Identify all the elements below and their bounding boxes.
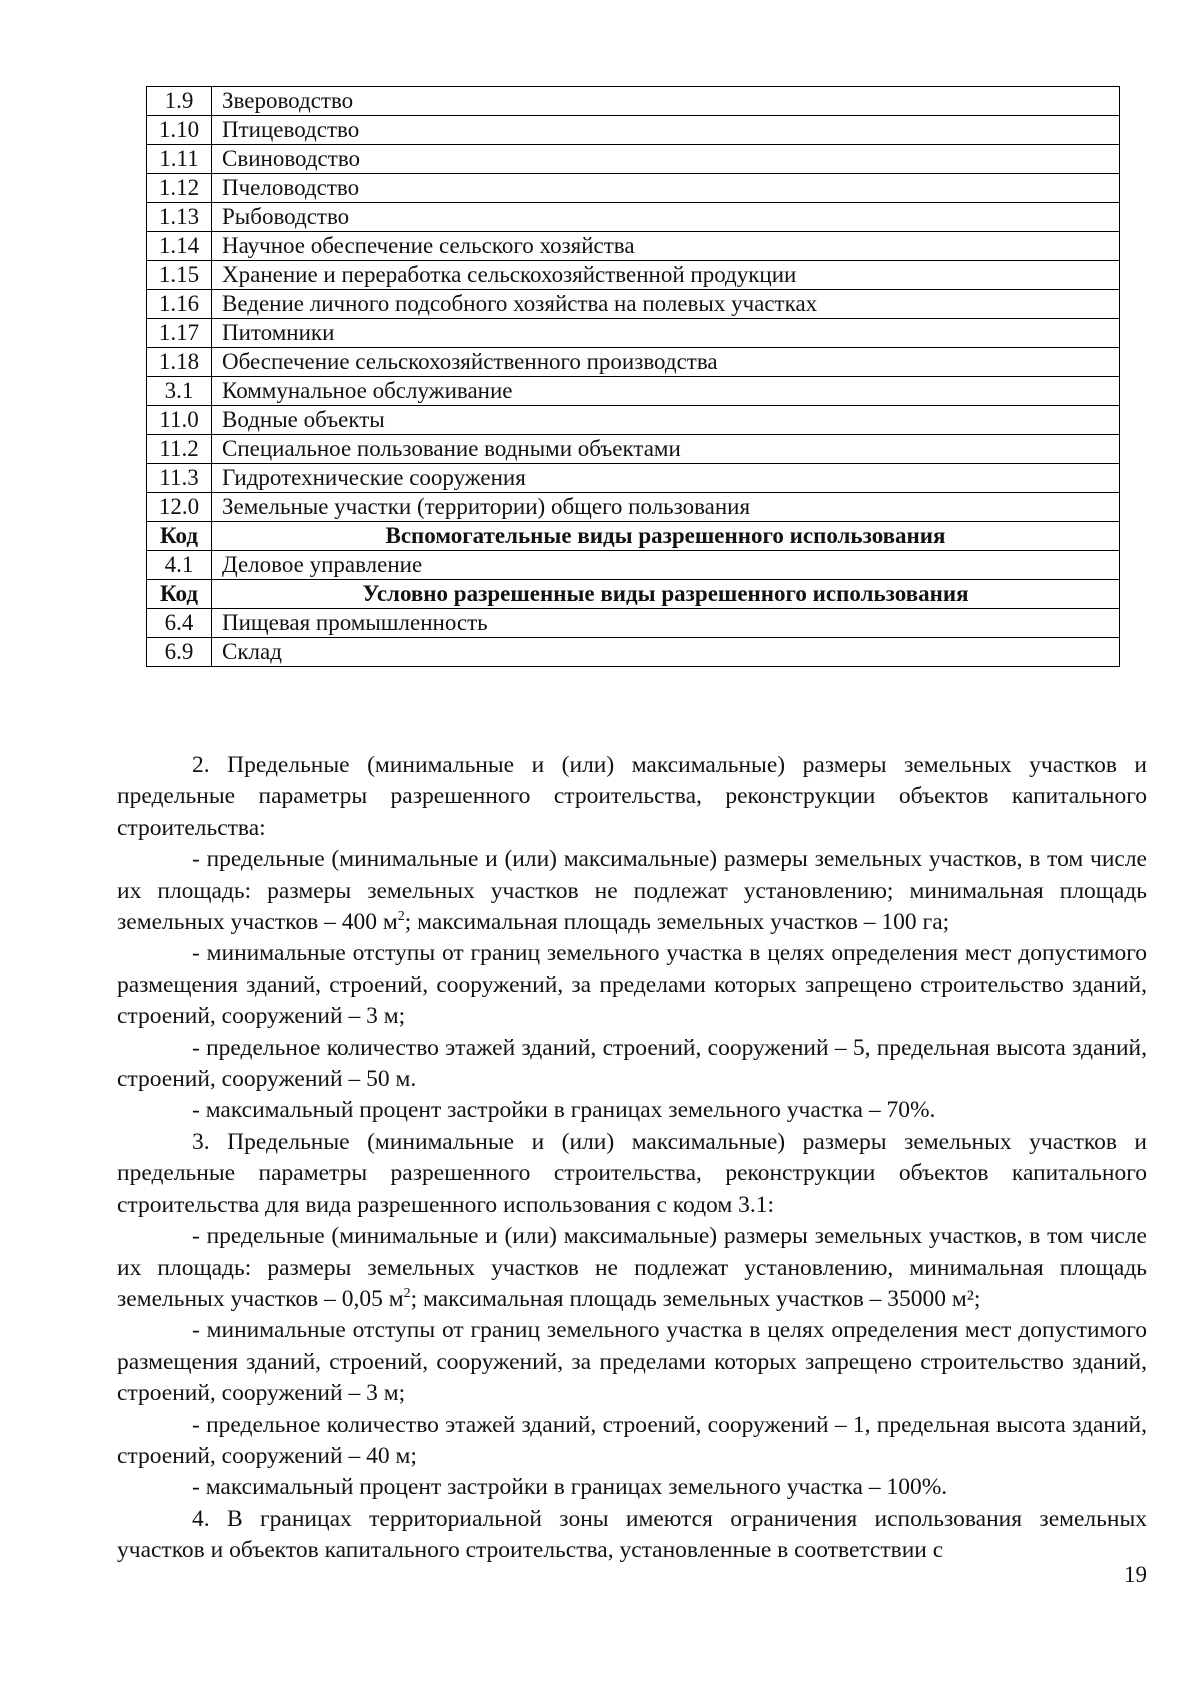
table-row [147,638,1120,667]
table-row [147,203,1120,232]
code-cell: 6.4 [147,609,212,638]
paragraph-3-item-d: - максимальный процент застройки в границах земельного участка – 100%. [192,1474,948,1501]
use-name-cell: Научное обеспечение сельского хозяйства [212,232,1120,261]
table-row [147,290,1120,319]
use-name-cell: Водные объекты [212,406,1120,435]
paragraph-2-item-a [117,844,1147,938]
paragraph-2-item-a-text: - предельные (минимальные и (или) максимальные) размеры земельных участков, в том числе их площадь: размеры земельных участков не подлежат установлению; минимальная площадь земельных участков – 400 м [117,846,1147,936]
use-name-cell: Гидротехнические сооружения [212,464,1120,493]
paragraph-2-item-c: - предельное количество этажей зданий, строений, сооружений – 5, предельная высота зданий, строений, сооружений – 50 м. [117,1034,1147,1093]
code-cell: 11.3 [147,464,212,493]
use-name-cell: Деловое управление [212,551,1120,580]
use-name-cell: Коммунальное обслуживание [212,377,1120,406]
paragraph-4: 4. В границах территориальной зоны имеются ограничения использования земельных участков и объектов капитального строительства, установленные в соответствии с [117,1505,1147,1564]
superscript: 2 [403,1285,411,1301]
code-cell: 1.18 [147,348,212,377]
code-header: Код [147,522,212,551]
use-name-cell: Обеспечение сельскохозяйственного производства [212,348,1120,377]
paragraph-2-item-d: - максимальный процент застройки в границах земельного участка – 70%. [192,1097,936,1124]
table-row [147,493,1120,522]
table-row [147,319,1120,348]
code-cell: 1.17 [147,319,212,348]
paragraph-3-item-c: - предельное количество этажей зданий, строений, сооружений – 1, предельная высота зданий, строений, сооружений – 40 м; [117,1411,1147,1469]
page-number: 19 [1124,1562,1147,1587]
paragraph-2-item-b: - минимальные отступы от границ земельного участка в целях определения мест допустимого размещения зданий, строений, сооружений, за пределами которых запрещено строительство зданий, строений, сооружений – 3 м; [117,940,1147,1030]
paragraph-3: 3. Предельные (минимальные и (или) максимальные) размеры земельных участков и предельные параметры разрешенного строительства, реконструкции объектов капитального строительства для вида разрешенного использования с кодом 3.1: [117,1128,1147,1218]
use-name-cell: Склад [212,638,1120,667]
use-name-cell: Свиноводство [212,145,1120,174]
table-row [147,377,1120,406]
code-cell: 1.9 [147,87,212,116]
code-header: Код [147,580,212,609]
code-cell: 1.10 [147,116,212,145]
use-name-cell: Ведение личного подсобного хозяйства на полевых участках [212,290,1120,319]
code-cell: 4.1 [147,551,212,580]
code-cell: 1.11 [147,145,212,174]
table-row [147,348,1120,377]
use-name-cell: Хранение и переработка сельскохозяйственной продукции [212,261,1120,290]
code-cell: 11.0 [147,406,212,435]
use-name-cell: Пчеловодство [212,174,1120,203]
use-name-cell: Рыбоводство [212,203,1120,232]
code-cell: 11.2 [147,435,212,464]
code-cell: 6.9 [147,638,212,667]
table-row [147,174,1120,203]
table-row [147,406,1120,435]
use-name-cell: Земельные участки (территории) общего пользования [212,493,1120,522]
table-row [147,145,1120,174]
table-header-row-auxiliary [147,522,1120,551]
use-name-cell: Птицеводство [212,116,1120,145]
code-cell: 1.16 [147,290,212,319]
table-header-row-conditional [147,580,1120,609]
table-row [147,232,1120,261]
paragraph-3-item-a-text: - предельные (минимальные и (или) максимальные) размеры земельных участков, в том числе их площадь: размеры земельных участков не подлежат установлению, минимальная площадь земельных участков – 0,05 м [117,1223,1147,1312]
paragraph-2-item-a-tail: ; максимальная площадь земельных участков – 100 га; [404,909,950,936]
land-use-table [146,86,1120,667]
table-row [147,551,1120,580]
table-row [147,464,1120,493]
table-row [147,87,1120,116]
use-name-cell: Питомники [212,319,1120,348]
paragraph-2: 2. Предельные (минимальные и (или) максимальные) размеры земельных участков и предельные параметры разрешенного строительства, реконструкции объектов капитального строительства: [117,752,1147,841]
use-name-cell: Специальное пользование водными объектами [212,435,1120,464]
body-text [117,750,1147,1567]
paragraph-3-item-a [117,1221,1147,1315]
table-row [147,116,1120,145]
code-cell: 1.14 [147,232,212,261]
superscript: 2 [397,909,405,925]
land-use-table-body [147,87,1120,667]
code-cell: 3.1 [147,377,212,406]
code-cell: 1.13 [147,203,212,232]
section-header: Условно разрешенные виды разрешенного использования [212,580,1120,609]
table-row [147,609,1120,638]
code-cell: 1.15 [147,261,212,290]
table-row [147,435,1120,464]
table-row [147,261,1120,290]
code-cell: 1.12 [147,174,212,203]
paragraph-3-item-b: - минимальные отступы от границ земельного участка в целях определения мест допустимого размещения зданий, строений, сооружений, за пределами которых запрещено строительство зданий, строений, сооружений – 3 м; [117,1317,1147,1407]
section-header: Вспомогательные виды разрешенного использования [212,522,1120,551]
use-name-cell: Звероводство [212,87,1120,116]
use-name-cell: Пищевая промышленность [212,609,1120,638]
paragraph-3-item-a-tail: ; максимальная площадь земельных участков – 35000 м²; [410,1285,981,1312]
code-cell: 12.0 [147,493,212,522]
